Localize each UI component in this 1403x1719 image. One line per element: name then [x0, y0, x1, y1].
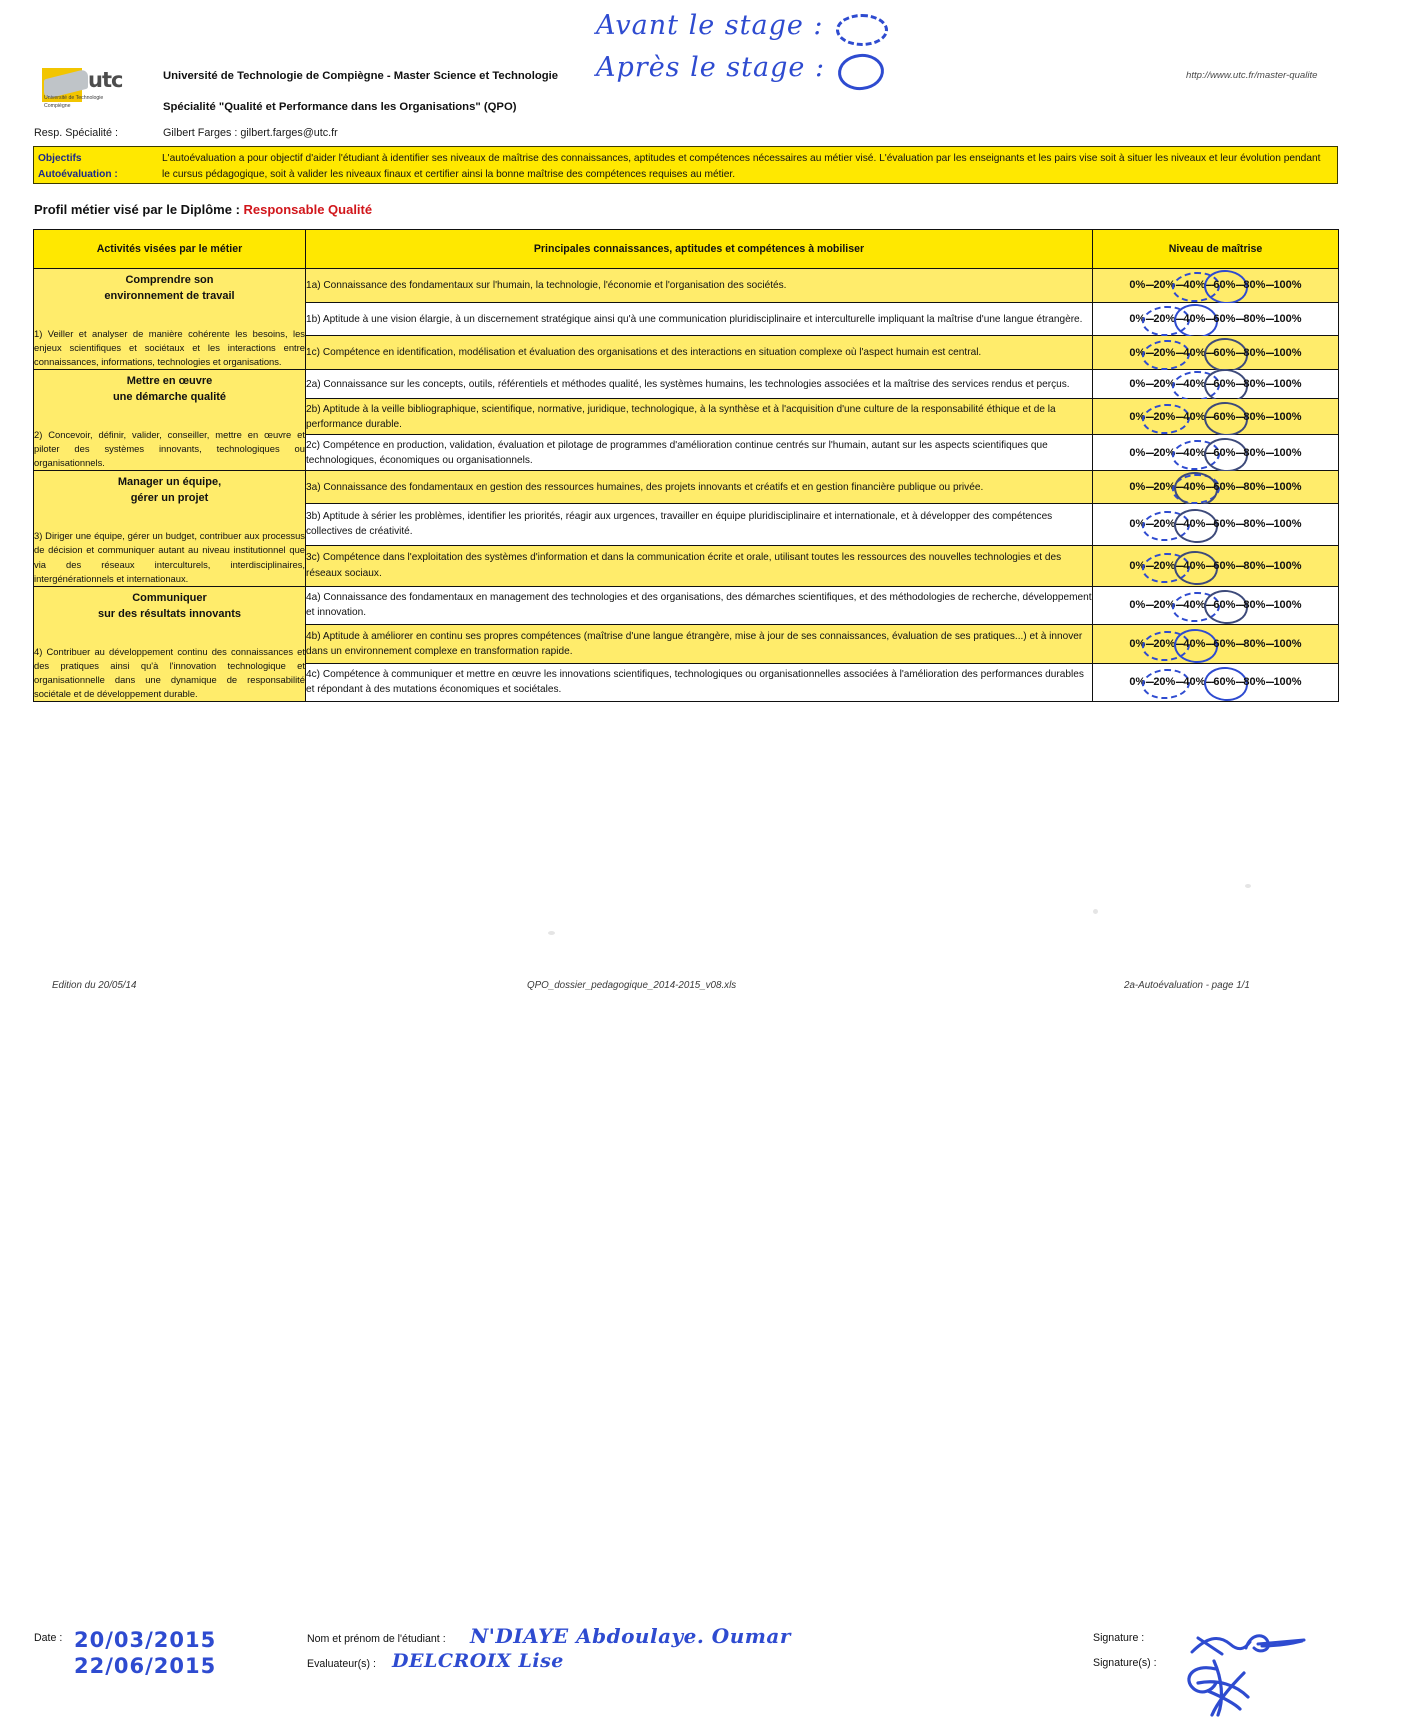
signature-label: Signature : [1093, 1632, 1145, 1644]
scale-separator: --- [1265, 481, 1274, 494]
objectives-label-line2: Autoévaluation : [38, 168, 118, 180]
scale-tick-40[interactable]: 40% [1183, 599, 1205, 611]
scale-tick-40[interactable]: 40% [1183, 518, 1205, 530]
scale-tick-20[interactable]: 20% [1153, 481, 1176, 494]
scale-separator: --- [1175, 313, 1184, 326]
scale-tick-40[interactable]: 40% [1183, 676, 1206, 689]
mastery-scale[interactable] [1129, 670, 1301, 694]
scale-tick-0[interactable]: 0% [1129, 378, 1146, 391]
scale-separator: --- [1145, 378, 1154, 391]
scale-tick-20[interactable]: 20% [1153, 638, 1175, 650]
logo-wordmark: utc [88, 68, 123, 92]
scale-separator: --- [1205, 410, 1214, 423]
scale-tick-80[interactable]: 80% [1243, 378, 1266, 391]
competence-cell: 1a) Connaissance des fondamentaux sur l'humain, la technologie, l'économie et l'organisation des sociétés. [306, 269, 1093, 303]
scale-tick-20[interactable]: 20% [1153, 411, 1175, 423]
scale-separator: --- [1205, 637, 1214, 650]
scale-separator: --- [1205, 518, 1214, 531]
scale-tick-80[interactable]: 80% [1243, 559, 1266, 572]
scale-tick-80[interactable]: 80% [1243, 481, 1266, 494]
scale-tick-60[interactable]: 60% [1213, 559, 1236, 572]
scale-separator: --- [1235, 410, 1244, 423]
scale-tick-20[interactable]: 20% [1153, 518, 1175, 530]
scale-tick-60[interactable]: 60% [1213, 599, 1235, 611]
scale-separator: --- [1265, 378, 1274, 391]
solid-circle-icon [836, 51, 886, 92]
scale-tick-40[interactable]: 40% [1183, 560, 1205, 572]
scale-tick-40[interactable]: 40% [1183, 313, 1205, 325]
scale-separator: --- [1235, 559, 1244, 572]
competency-table [33, 229, 1339, 702]
university-title: Université de Technologie de Compiègne - Master Science et Technologie [163, 70, 559, 82]
scale-separator: --- [1205, 599, 1214, 612]
legend-after-label: Après le stage : [596, 52, 826, 83]
scale-separator: --- [1235, 446, 1244, 459]
activity-title-line2: une démarche qualité [112, 391, 227, 404]
scale-tick-60[interactable]: 60% [1213, 518, 1236, 531]
scale-separator: --- [1175, 378, 1184, 391]
activity-title-line1: Manager un équipe, [117, 476, 222, 489]
scale-tick-0[interactable]: 0% [1129, 279, 1146, 292]
scale-tick-60[interactable]: 60% [1213, 676, 1235, 688]
scale-tick-100[interactable]: 100% [1273, 637, 1302, 650]
scale-tick-0[interactable]: 0% [1129, 346, 1146, 359]
scale-tick-100[interactable]: 100% [1273, 559, 1302, 572]
activity-title-line1: Communiquer [132, 591, 207, 604]
mastery-level-cell[interactable] [1093, 399, 1339, 435]
scale-tick-40[interactable]: 40% [1183, 279, 1205, 291]
objectives-text: L'autoévaluation a pour objectif d'aider l'étudiant à identifier ses niveaux de maîtrise des connaissances, aptitudes et compétences nécessaires au métier visé. L'évaluation par les enseignants et les pairs vise soit à situer les niveaux et leur évolution pendant le cursus pédagogique, soit à valider les niveaux finaux et certifier ainsi la bonne maîtrise des compétences requises au métier. [162, 153, 1321, 180]
logo-subtitle: Université de Technologie Compiègne [44, 95, 104, 109]
activity-description: 3) Diriger une équipe, gérer un budget, contribuer aux processus de décision et communiquer autant au niveau institutionnel que via des réseaux interculturels, interdisciplinaires, intergénérationnels et internationaux. [34, 530, 305, 584]
scale-tick-0[interactable]: 0% [1129, 637, 1146, 650]
scale-tick-40[interactable]: 40% [1183, 447, 1205, 459]
scale-tick-20[interactable]: 20% [1153, 560, 1175, 572]
scale-separator: --- [1205, 559, 1214, 572]
mastery-scale[interactable] [1129, 475, 1301, 499]
scale-tick-80[interactable]: 80% [1243, 410, 1266, 423]
scale-tick-40[interactable]: 40% [1183, 378, 1205, 390]
specialty-title: Spécialité "Qualité et Performance dans les Organisations" (QPO) [163, 101, 517, 113]
scale-tick-0[interactable]: 0% [1129, 559, 1146, 572]
mastery-level-cell[interactable] [1093, 663, 1339, 701]
scale-tick-0[interactable]: 0% [1129, 410, 1146, 423]
scale-tick-0[interactable]: 0% [1129, 481, 1146, 494]
activity-cell [34, 471, 306, 586]
mastery-level-cell[interactable] [1093, 302, 1339, 336]
mastery-level-cell[interactable] [1093, 625, 1339, 663]
mastery-level-cell[interactable] [1093, 336, 1339, 370]
scale-separator: --- [1145, 676, 1154, 689]
scale-tick-60[interactable]: 60% [1213, 313, 1236, 326]
scale-separator: --- [1205, 676, 1214, 689]
scale-separator: --- [1145, 279, 1154, 292]
scale-tick-100[interactable]: 100% [1273, 676, 1302, 689]
header-level: Niveau de maîtrise [1093, 230, 1339, 269]
scale-separator: --- [1205, 313, 1214, 326]
scale-separator: --- [1265, 518, 1274, 531]
profile-line [34, 202, 372, 217]
scale-tick-40[interactable]: 40% [1183, 346, 1206, 359]
table-row [34, 586, 1339, 624]
scale-tick-80[interactable]: 80% [1243, 346, 1266, 359]
scale-separator: --- [1175, 410, 1184, 423]
scale-separator: --- [1175, 346, 1184, 359]
mastery-level-cell[interactable] [1093, 435, 1339, 471]
scale-tick-100[interactable]: 100% [1273, 446, 1302, 459]
activity-title-line1: Comprendre son [125, 274, 214, 286]
scale-tick-80[interactable]: 80% [1243, 599, 1266, 612]
footer-page: 2a-Autoévaluation - page 1/1 [1124, 980, 1250, 991]
scale-tick-100[interactable]: 100% [1273, 599, 1302, 612]
scale-separator: --- [1235, 346, 1244, 359]
scale-tick-100[interactable]: 100% [1273, 313, 1302, 326]
competence-cell: 2b) Aptitude à la veille bibliographique, scientifique, normative, juridique, technologique, à la synthèse et à l'acquisition d'une culture de la responsabilité éthique et de la performance durable. [306, 399, 1093, 435]
scale-separator: --- [1175, 637, 1184, 650]
scale-separator: --- [1205, 346, 1214, 359]
scale-separator: --- [1235, 378, 1244, 391]
profile-job-title: Responsable Qualité [243, 202, 373, 217]
scale-tick-20[interactable]: 20% [1153, 599, 1176, 612]
scale-tick-20[interactable]: 20% [1153, 313, 1175, 325]
scale-separator: --- [1175, 676, 1184, 689]
scale-separator: --- [1205, 279, 1214, 292]
table-header-row [34, 230, 1339, 269]
scale-tick-80[interactable]: 80% [1243, 279, 1266, 292]
activity-title-line2: gérer un projet [130, 492, 209, 505]
footer-filename: QPO_dossier_pedagogique_2014-2015_v08.xls [527, 980, 737, 991]
scale-separator: --- [1145, 313, 1154, 326]
activity-title-line2: sur des résultats innovants [97, 607, 242, 620]
scale-separator: --- [1205, 378, 1214, 391]
scale-separator: --- [1145, 559, 1154, 572]
scale-tick-80[interactable]: 80% [1243, 313, 1266, 326]
scale-separator: --- [1145, 518, 1154, 531]
scale-separator: --- [1175, 518, 1184, 531]
header-activities: Activités visées par le métier [34, 230, 306, 269]
profile-prefix: Profil métier visé par le Diplôme : [34, 202, 244, 217]
student-name-label: Nom et prénom de l'étudiant : [307, 1633, 446, 1645]
mastery-level-cell[interactable] [1093, 471, 1339, 504]
competence-cell: 4c) Compétence à communiquer et mettre en œuvre les innovations scientifiques, technologiques ou organisationnelles associées à l'amélioration des performances durables et répondant à des mutations économiques et sociétales. [306, 663, 1093, 701]
scale-separator: --- [1145, 481, 1154, 494]
scale-tick-20[interactable]: 20% [1153, 378, 1176, 391]
legend-before-label: Avant le stage : [596, 10, 824, 41]
mastery-scale[interactable] [1129, 273, 1301, 297]
activity-title-line2: environnement de travail [104, 289, 235, 302]
scale-separator: --- [1175, 279, 1184, 292]
mastery-level-cell[interactable] [1093, 545, 1339, 586]
activity-title [34, 374, 305, 406]
date-label: Date : [34, 1632, 63, 1644]
scale-tick-0[interactable]: 0% [1129, 313, 1146, 326]
scale-tick-80[interactable]: 80% [1243, 676, 1266, 689]
scale-separator: --- [1235, 518, 1244, 531]
activity-title [34, 591, 305, 623]
scale-tick-60[interactable]: 60% [1213, 347, 1235, 359]
scale-separator: --- [1265, 559, 1274, 572]
mastery-scale[interactable] [1129, 405, 1301, 429]
scale-separator: --- [1145, 599, 1154, 612]
scale-tick-80[interactable]: 80% [1243, 446, 1266, 459]
scale-separator: --- [1205, 481, 1214, 494]
scale-tick-60[interactable]: 60% [1213, 378, 1235, 390]
competence-cell: 2c) Compétence en production, validation, évaluation et pilotage de programmes d'amélioration continue centrés sur l'humain, autant sur les aspects scientifiques que technologiques, économiques ou organisationnels. [306, 435, 1093, 471]
mastery-scale[interactable] [1129, 441, 1301, 465]
scale-separator: --- [1235, 279, 1244, 292]
scale-tick-0[interactable]: 0% [1129, 518, 1146, 531]
objectives-label [38, 151, 158, 183]
handwritten-legend [596, 10, 888, 94]
legend-after-row [596, 52, 888, 94]
competence-cell: 1c) Compétence en identification, modélisation et évaluation des organisations et des interactions en situation complexe où l'aspect humain est central. [306, 336, 1093, 370]
scale-separator: --- [1145, 446, 1154, 459]
scale-tick-100[interactable]: 100% [1273, 481, 1302, 494]
scale-tick-80[interactable]: 80% [1243, 637, 1266, 650]
scale-separator: --- [1265, 279, 1274, 292]
scale-tick-0[interactable]: 0% [1129, 446, 1146, 459]
mastery-scale[interactable] [1129, 341, 1301, 365]
scale-tick-60[interactable]: 60% [1213, 279, 1235, 291]
scale-separator: --- [1265, 346, 1274, 359]
table-row [34, 370, 1339, 399]
scale-tick-60[interactable]: 60% [1213, 481, 1236, 494]
scale-tick-20[interactable]: 20% [1153, 676, 1175, 688]
scale-separator: --- [1265, 410, 1274, 423]
activity-cell [34, 269, 306, 370]
utc-logo [42, 68, 152, 110]
scale-tick-20[interactable]: 20% [1153, 446, 1176, 459]
scale-separator: --- [1145, 346, 1154, 359]
activity-description: 1) Veiller et analyser de manière cohérente les besoins, les enjeux scientifiques et sociétaux et les interactions entre connaissances, informations, technologies et organisations. [34, 327, 305, 368]
activity-title [34, 475, 305, 507]
scale-tick-20[interactable]: 20% [1153, 279, 1176, 292]
scale-tick-40[interactable]: 40% [1183, 638, 1205, 650]
scale-separator: --- [1265, 637, 1274, 650]
scale-tick-100[interactable]: 100% [1273, 518, 1302, 531]
objectives-label-line1: Objectifs [38, 153, 82, 164]
mastery-level-cell[interactable] [1093, 370, 1339, 399]
scale-tick-100[interactable]: 100% [1273, 279, 1302, 292]
mastery-level-cell[interactable] [1093, 504, 1339, 545]
activity-description: 4) Contribuer au développement continu des connaissances et des pratiques ainsi qu'à l'innovation technologique et organisationnelle dans une dynamique de responsabilité sociétale et de développement durable. [34, 645, 305, 699]
mastery-scale[interactable] [1129, 307, 1301, 331]
date-value-1: 20/03/2015 [74, 1628, 217, 1652]
evaluator-signature-mark [1178, 1657, 1288, 1719]
activity-description: 2) Concevoir, définir, valider, conseiller, mettre en œuvre et piloter des systèmes innovants, technologiques ou organisationnels. [34, 429, 305, 469]
footer-edition: Edition du 20/05/14 [52, 980, 137, 991]
activity-title-line1: Mettre en œuvre [126, 375, 213, 388]
scale-separator: --- [1175, 559, 1184, 572]
activity-cell [34, 370, 306, 471]
scale-separator: --- [1205, 446, 1214, 459]
scale-separator: --- [1235, 313, 1244, 326]
responsible-value: Gilbert Farges : gilbert.farges@utc.fr [163, 127, 338, 139]
date-value-2: 22/06/2015 [74, 1654, 217, 1678]
scale-separator: --- [1175, 599, 1184, 612]
evaluator-value: DELCROIX Lise [392, 1650, 564, 1672]
scale-tick-100[interactable]: 100% [1273, 410, 1302, 423]
mastery-scale[interactable] [1129, 554, 1301, 578]
scale-separator: --- [1265, 446, 1274, 459]
competence-cell: 3c) Compétence dans l'exploitation des systèmes d'information et dans la communication écrite et orale, utilisant toutes les ressources des nouvelles technologies et des réseaux sociaux. [306, 545, 1093, 586]
activity-cell [34, 586, 306, 701]
legend-before-row [596, 10, 888, 52]
signatures-label: Signature(s) : [1093, 1657, 1157, 1669]
scale-separator: --- [1235, 676, 1244, 689]
mastery-scale[interactable] [1129, 632, 1301, 656]
scale-tick-60[interactable]: 60% [1213, 637, 1236, 650]
mastery-level-cell[interactable] [1093, 269, 1339, 303]
student-name-value: N'DIAYE Abdoulaye. Oumar [470, 1624, 791, 1648]
scale-tick-100[interactable]: 100% [1273, 378, 1302, 391]
scale-separator: --- [1175, 446, 1184, 459]
scale-separator: --- [1175, 481, 1184, 494]
scale-separator: --- [1235, 599, 1244, 612]
competence-cell: 4b) Aptitude à améliorer en continu ses propres compétences (maîtrise d'une langue étrangère, mise à jour de ses connaissances, évaluation de ses pratiques...) et à innover dans un environnement complexe en transformation rapide. [306, 625, 1093, 663]
mastery-scale[interactable] [1129, 372, 1301, 396]
dashed-circle-icon [836, 14, 888, 46]
scale-tick-0[interactable]: 0% [1129, 676, 1146, 689]
competence-cell: 3b) Aptitude à sérier les problèmes, identifier les priorités, réagir aux urgences, travailler en équipe pluridisciplinaire et internationale, et à développer des compétences collectives de créativité. [306, 504, 1093, 545]
scale-tick-40[interactable]: 40% [1183, 410, 1206, 423]
competence-cell: 1b) Aptitude à une vision élargie, à un discernement stratégique ainsi qu'à une communication pluridisciplinaire et interculturelle impliquant la maîtrise d'une langue étrangère. [306, 302, 1093, 336]
header-competences: Principales connaissances, aptitudes et compétences à mobiliser [306, 230, 1093, 269]
scale-separator: --- [1145, 410, 1154, 423]
scale-separator: --- [1235, 637, 1244, 650]
mastery-scale[interactable] [1129, 512, 1301, 536]
table-row [34, 471, 1339, 504]
responsible-label: Resp. Spécialité : [34, 127, 119, 139]
objectives-box [33, 146, 1338, 184]
competence-cell: 4a) Connaissance des fondamentaux en management des technologies et des organisations, des démarches scientifiques, et des méthodologies de recherche, développement et innovation. [306, 586, 1093, 624]
scale-tick-60[interactable]: 60% [1213, 411, 1235, 423]
activity-title [34, 273, 305, 305]
scale-tick-20[interactable]: 20% [1153, 347, 1175, 359]
scale-tick-80[interactable]: 80% [1243, 518, 1266, 531]
scale-separator: --- [1265, 599, 1274, 612]
scale-tick-60[interactable]: 60% [1213, 447, 1235, 459]
scale-separator: --- [1265, 676, 1274, 689]
mastery-scale[interactable] [1129, 593, 1301, 617]
mastery-level-cell[interactable] [1093, 586, 1339, 624]
scale-separator: --- [1145, 637, 1154, 650]
competence-cell: 3a) Connaissance des fondamentaux en gestion des ressources humaines, des projets innovants et créatifs et en gestion financière publique ou privée. [306, 471, 1093, 504]
scale-separator: --- [1235, 481, 1244, 494]
scale-tick-0[interactable]: 0% [1129, 599, 1146, 612]
scale-tick-100[interactable]: 100% [1273, 346, 1302, 359]
competence-cell: 2a) Connaissance sur les concepts, outils, référentiels et méthodes qualité, les systèmes humains, les technologies associées et la maîtrise des services rendus et perçus. [306, 370, 1093, 399]
scale-tick-40[interactable]: 40% [1183, 481, 1205, 493]
table-row [34, 269, 1339, 303]
table-body [34, 269, 1339, 702]
scale-separator: --- [1265, 313, 1274, 326]
evaluator-label: Evaluateur(s) : [307, 1658, 376, 1670]
website-url: http://www.utc.fr/master-qualite [1186, 70, 1318, 81]
